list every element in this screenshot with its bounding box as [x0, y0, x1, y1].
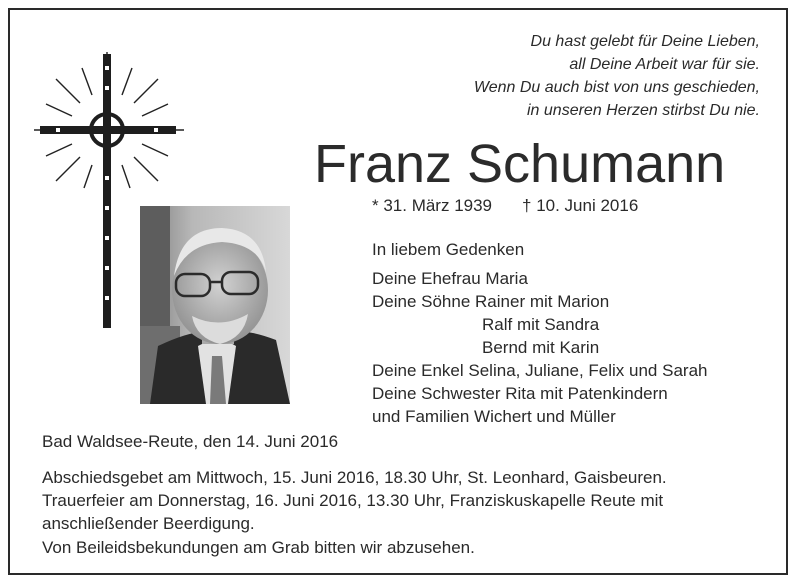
poem-line: Wenn Du auch bist von uns geschieden, [473, 79, 760, 96]
poem [474, 30, 760, 122]
mourners-list [372, 238, 707, 428]
portrait-photo [140, 206, 290, 404]
family-line: Deine Schwester Rita mit Patenkindern [372, 384, 668, 403]
family-line: und Familien Wichert und Müller [372, 407, 616, 426]
poem-line: Du hast gelebt für Deine Lieben, [530, 33, 760, 50]
poem-line: in unseren Herzen stirbst Du nie. [527, 102, 760, 119]
deceased-name: Franz Schumann [314, 134, 726, 194]
service-line: anschließender Beerdigung. [42, 514, 255, 533]
service-line: Trauerfeier am Donnerstag, 16. Juni 2016, 13.30 Uhr, Franziskuskapelle Reute mit [42, 491, 664, 510]
death-date: † 10. Juni 2016 [522, 196, 639, 215]
family-line: Deine Söhne Rainer mit Marion [372, 292, 610, 311]
service-details [42, 466, 667, 535]
service-line: Abschiedsgebet am Mittwoch, 15. Juni 2016, 18.30 Uhr, St. Leonhard, Gaisbeuren. [42, 468, 667, 487]
place-and-date: Bad Waldsee-Reute, den 14. Juni 2016 [42, 432, 339, 451]
family-line: Deine Enkel Selina, Juliane, Felix und Sarah [372, 361, 708, 380]
condolence-note: Von Beileidsbekundungen am Grab bitten wir abzusehen. [42, 538, 475, 557]
poem-line: all Deine Arbeit war für sie. [569, 56, 760, 73]
life-dates [372, 196, 638, 216]
birth-date: * 31. März 1939 [372, 196, 493, 215]
family-line: Bernd mit Karin [482, 338, 600, 357]
obituary-notice [8, 8, 788, 575]
family-intro: In liebem Gedenken [372, 240, 525, 259]
family-line: Ralf mit Sandra [482, 315, 600, 334]
family-line: Deine Ehefrau Maria [372, 269, 528, 288]
